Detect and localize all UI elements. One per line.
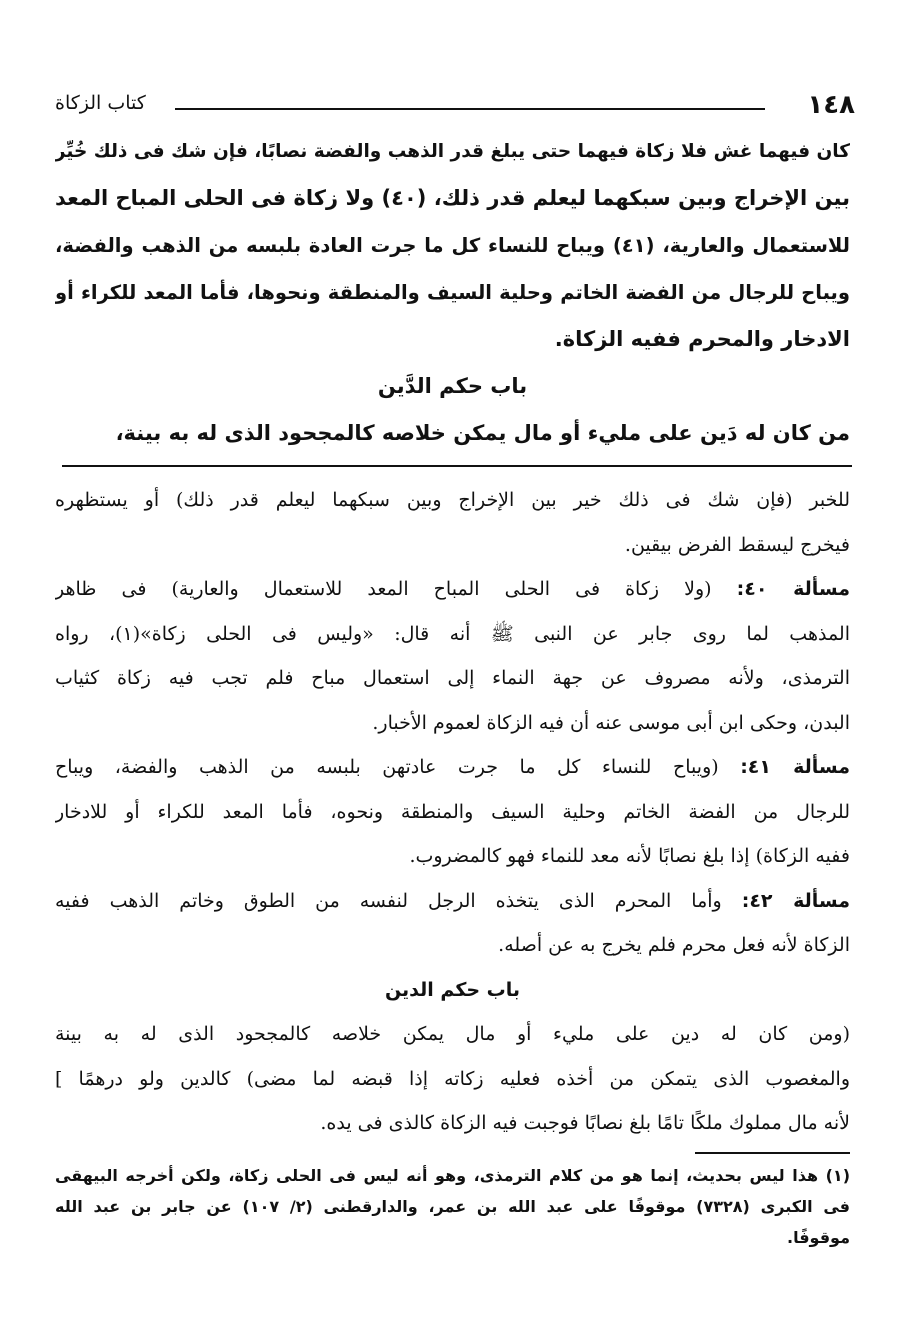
commentary-text [55, 478, 850, 1146]
masala-41-label: مسألة ٤١: [740, 756, 850, 778]
masala-42-label: مسألة ٤٢: [741, 889, 850, 912]
commentary-line: للرجال من الفضة الخاتم وحلية السيف والمنطقة ونحوه، فأما المعد للكراء أو للادخار [55, 800, 850, 823]
commentary-chapter-heading: باب حكم الدين [384, 978, 521, 1001]
chapter-heading: باب حكم الدَّين [377, 374, 528, 398]
main-text-line: الادخار والمحرم ففيه الزكاة. [554, 327, 850, 351]
footnote-line: (١) هذا ليس بحديث، إنما هو من كلام الترمذى، وهو أنه ليس فى الحلى زكاة، ولكن أخرجه البيهقى [55, 1166, 850, 1185]
footnote-rule [695, 1152, 850, 1154]
commentary-line: البدن، وحكى ابن أبى موسى عنه أن فيه الزكاة لعموم الأخبار. [372, 711, 850, 734]
main-text-line: ويباح للرجال من الفضة الخاتم وحلية السيف والمنطقة ونحوها، فأما المعد للكراء أو [55, 281, 850, 304]
footnote-line: موقوفًا. [786, 1228, 850, 1247]
commentary-line: والمغصوب الذى يتمكن من أخذه فعليه زكاته إذا قبضه لما مضى) كالدين ولو درهمًا ] [55, 1067, 850, 1090]
commentary-line [55, 745, 850, 790]
commentary-line: (ومن كان له دين على مليء أو مال يمكن خلاصه كالمجحود الذى له به بينة [55, 1023, 850, 1045]
running-title: كتاب الزكاة [55, 92, 146, 114]
commentary-line [55, 879, 850, 924]
main-text-line: بين الإخراج وبين سبكهما ليعلم قدر ذلك، (٤٠) ولا زكاة فى الحلى المباح المعد [55, 186, 850, 210]
commentary-line: فيخرج ليسقط الفرض بيقين. [624, 533, 850, 556]
commentary-line: ففيه الزكاة) إذا بلغ نصابًا لأنه معد للنماء فهو كالمضروب. [409, 845, 850, 867]
commentary-line [55, 567, 850, 612]
page-header [55, 90, 855, 122]
page-number: ١٤٨ [807, 90, 855, 120]
masala-41-text: (ويباح للنساء كل ما جرت عادتهن بلبسه من الذهب والفضة، ويباح [55, 756, 719, 778]
commentary-line: الترمذى، ولأنه مصروف عن جهة النماء إلى استعمال مباح فلم تجب فيه زكاة كثياب [55, 667, 850, 689]
section-divider [62, 465, 852, 467]
commentary-line: لأنه مال مملوك ملكًا تامًا بلغ نصابًا فوجبت فيه الزكاة كالذى فى يده. [320, 1112, 850, 1134]
main-text-line: للاستعمال والعارية، (٤١) ويباح للنساء كل ما جرت العادة بلبسه من الذهب والفضة، [55, 234, 850, 257]
commentary-line: الزكاة لأنه فعل محرم فلم يخرج به عن أصله. [498, 934, 850, 956]
masala-42-text: وأما المحرم الذى يتخذه الرجل لنفسه من الطوق وخاتم الذهب ففيه [55, 889, 722, 912]
main-text-line: من كان له دَين على مليء أو مال يمكن خلاصه كالمجحود الذى له به بينة، [115, 421, 850, 445]
commentary-line: المذهب لما روى جابر عن النبى ﷺ أنه قال: «وليس فى الحلى زكاة»(١)، رواه [55, 622, 850, 645]
footnotes [55, 1160, 850, 1253]
footnote-line: فى الكبرى (٧٣٢٨) موقوفًا على عبد الله بن عمر، والدارقطنى (٢/ ١٠٧) عن جابر بن عبد الله [55, 1197, 850, 1216]
main-text [55, 128, 850, 457]
masala-40-label: مسألة ٤٠: [736, 578, 850, 600]
commentary-line: للخبر (فإن شك فى ذلك خير بين الإخراج وبين سبكهما ليعلم قدر ذلك) أو يستظهره [55, 489, 850, 511]
masala-40-text: (ولا زكاة فى الحلى المباح المعد للاستعمال والعارية) فى ظاهر [55, 578, 712, 600]
header-rule [175, 108, 765, 110]
main-text-line: كان فيهما غش فلا زكاة فيهما حتى يبلغ قدر الذهب والفضة نصابًا، فإن شك فى ذلك خُيِّر [55, 141, 850, 162]
